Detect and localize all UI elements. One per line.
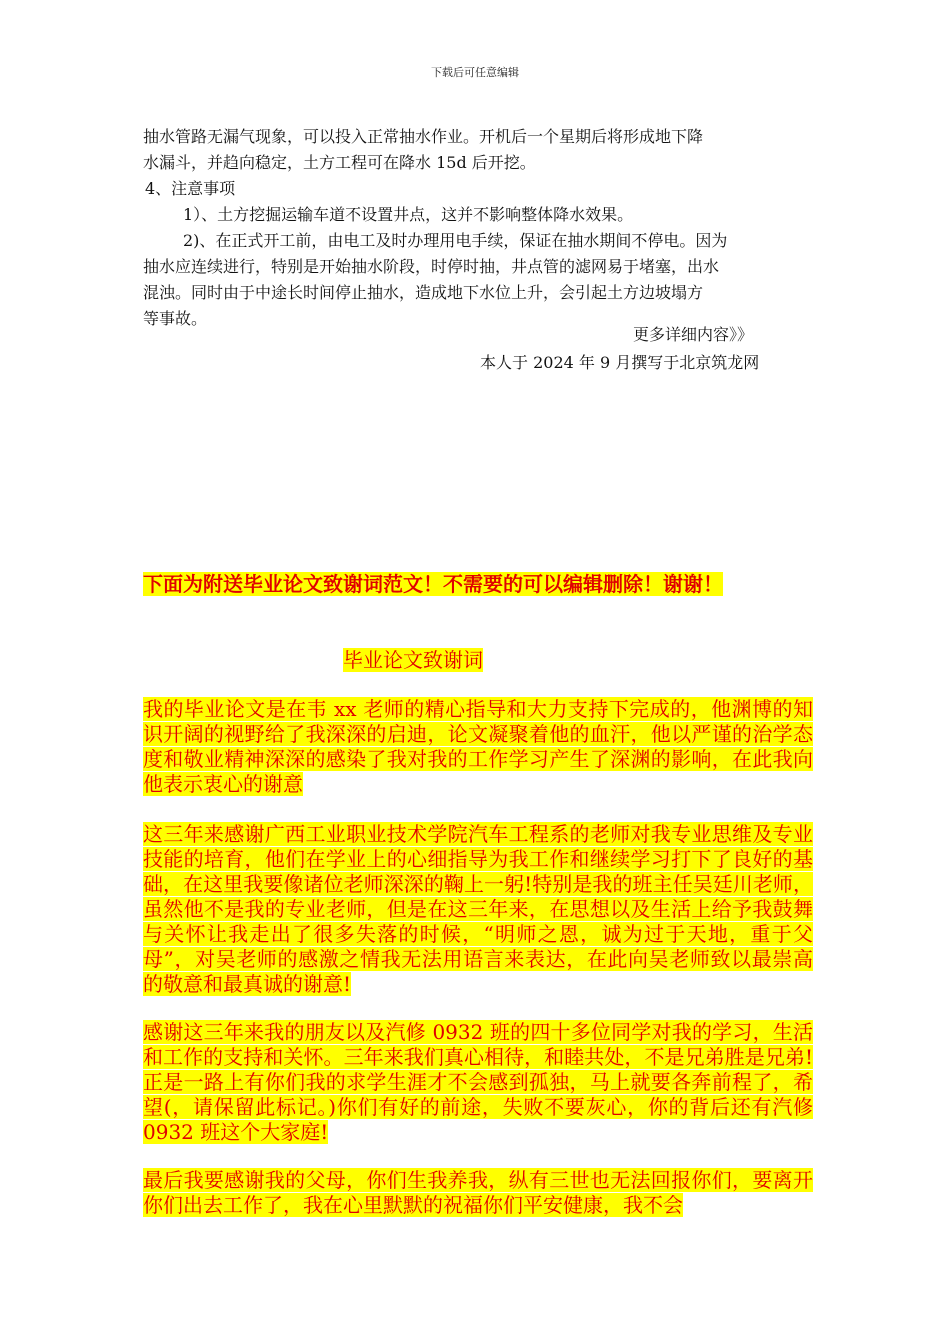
author-note: 本人于 2024 年 9 月撰写于北京筑龙网	[480, 353, 760, 372]
ack-title	[343, 646, 483, 674]
page-header: 下载后可任意编辑	[431, 66, 519, 79]
more-details-link[interactable]: 更多详细内容》》	[633, 325, 754, 344]
ack-paragraph-3	[143, 1020, 813, 1145]
ack-paragraph-4	[143, 1168, 813, 1218]
ack-text: 我的毕业论文是在韦 xx 老师的精心指导和大力支持下完成的，他渊博的知识开阔的视野给了我深深的启迪，论文凝聚着他的血汗，他以严谨的治学态度和敬业精神深深的感染了我对我的工作学习产生了深渊的影响，在此我向他表示衷心的谢意	[143, 697, 813, 796]
body-line: 抽水管路无漏气现象，可以投入正常抽水作业。开机后一个星期后将形成地下降	[143, 127, 704, 146]
section-heading: 4、注意事项	[145, 179, 236, 198]
notice-text: 下面为附送毕业论文致谢词范文！不需要的可以编辑删除！谢谢！	[143, 572, 723, 596]
ack-paragraph-1	[143, 697, 813, 797]
ack-text: 最后我要感谢我的父母，你们生我养我，纵有三世也无法回报你们，要离开你们出去工作了，我在心里默默的祝福你们平安健康，我不会	[143, 1168, 813, 1217]
ack-text: 感谢这三年来我的朋友以及汽修 0932 班的四十多位同学对我的学习，生活和工作的支持和关怀。三年来我们真心相待，和睦共处，不是兄弟胜是兄弟!正是一路上有你们我的求学生涯才不会感到孤独，马上就要各奔前程了，希望(，请保留此标记。)你们有好的前途，失败不要灰心，你的背后还有汽修 0932 班这个大家庭!	[143, 1020, 813, 1144]
notice-banner	[143, 570, 723, 598]
body-paragraph	[143, 124, 808, 332]
note-item-2: 2)、在正式开工前，由电工及时办理用电手续，保证在抽水期间不停电。因为	[183, 231, 728, 250]
note-item-2-cont: 混浊。同时由于中途长时间停止抽水，造成地下水位上升，会引起土方边坡塌方	[143, 283, 704, 302]
ack-text: 这三年来感谢广西工业职业技术学院汽车工程系的老师对我专业思维及专业技能的培育，他们在学业上的心细指导为我工作和继续学习打下了良好的基础，在这里我要像诸位老师深深的鞠上一躬!特别是我的班主任吴廷川老师，虽然他不是我的专业老师，但是在这三年来，在思想以及生活上给予我鼓舞与关怀让我走出了很多失落的时候，“明师之恩，诚为过于天地，重于父母”，对吴老师的感激之情我无法用语言来表达，在此向吴老师致以最崇高的敬意和最真诚的谢意!	[143, 822, 813, 996]
note-item-2-cont: 抽水应连续进行，特别是开始抽水阶段，时停时抽，井点管的滤网易于堵塞，出水	[143, 257, 720, 276]
note-item-2-cont: 等事故。	[143, 309, 208, 328]
ack-paragraph-2	[143, 822, 813, 997]
note-item-1: 1）、土方挖掘运输车道不设置井点，这并不影响整体降水效果。	[183, 205, 634, 224]
body-line: 水漏斗，并趋向稳定，土方工程可在降水 15d 后开挖。	[143, 153, 536, 172]
ack-title-text: 毕业论文致谢词	[343, 648, 483, 672]
